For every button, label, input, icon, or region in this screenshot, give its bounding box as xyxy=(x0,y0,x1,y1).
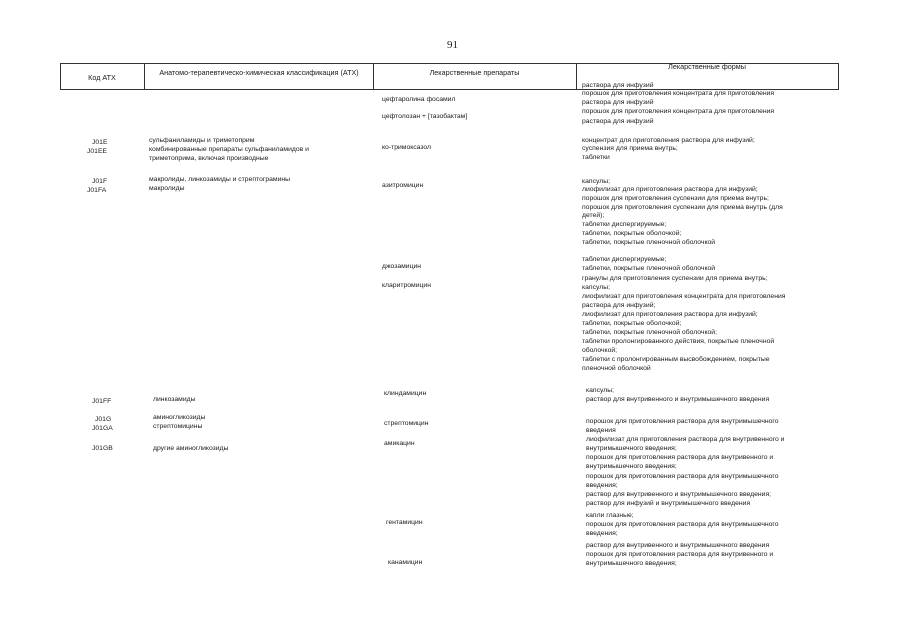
code-j01fa: J01FA xyxy=(87,187,107,194)
classification-j01g: аминогликозиды xyxy=(153,414,206,421)
form-line: таблетки xyxy=(582,154,610,161)
code-j01f: J01F xyxy=(92,178,108,185)
form-line: лиофилизат для приготовления раствора для инфузий; xyxy=(582,311,758,318)
drug-cotrimoxazole: ко-тримоксазол xyxy=(382,144,432,151)
form-line: раствора для инфузий xyxy=(582,82,654,89)
form-line: порошок для приготовления раствора для внутримышечного xyxy=(586,418,779,425)
code-j01gb: J01GB xyxy=(92,445,113,452)
classification-j01fa: макролиды xyxy=(149,185,185,192)
form-line: раствора для инфузий xyxy=(582,99,654,106)
form-line: порошок для приготовления суспензии для приема внутрь (для xyxy=(582,204,783,211)
form-line: капсулы; xyxy=(586,387,614,394)
drug-josamycin: джозамицин xyxy=(382,263,422,270)
drug-gentamicin: гентамицин xyxy=(386,519,423,526)
form-line: порошок для приготовления раствора для внутривенного и xyxy=(586,551,774,558)
page-number: 91 xyxy=(447,39,458,51)
form-line: таблетки, покрытые оболочкой; xyxy=(582,320,682,327)
classification-j01e: сульфаниламиды и триметоприм xyxy=(149,137,255,144)
code-j01ee: J01EE xyxy=(87,148,108,155)
classification-j01f: макролиды, линкозамиды и стрептограмины xyxy=(149,176,291,183)
form-line: введения xyxy=(586,427,616,434)
form-line: лиофилизат для приготовления концентрата для приготовления xyxy=(582,293,786,300)
form-line: внутримышечного введения; xyxy=(586,445,677,452)
drug-azithromycin: азитромицин xyxy=(382,182,424,189)
form-line: порошок для приготовления раствора для внутримышечного xyxy=(586,473,779,480)
drug-clarithromycin: кларитромицин xyxy=(382,282,431,289)
form-line: детей); xyxy=(582,212,605,219)
form-line: раствор для инфузий и внутримышечного введения xyxy=(586,500,751,507)
drug-clindamycin: клиндамицин xyxy=(384,390,427,397)
form-line: раствора для инфузий xyxy=(582,118,654,125)
form-line: оболочкой; xyxy=(582,347,618,354)
classification-j01ee-line-1: комбинированные препараты сульфаниламидов и xyxy=(149,146,309,153)
form-line: капсулы; xyxy=(582,178,610,185)
form-line: капсулы; xyxy=(582,284,610,291)
classification-j01gb: другие аминогликозиды xyxy=(153,445,229,452)
form-line: раствор для внутривенного и внутримышечного введения xyxy=(586,396,770,403)
drug-ceftaroline: цефтаролина фосамил xyxy=(382,96,456,103)
header-code: Код АТХ xyxy=(88,73,116,82)
form-line: пленочной оболочкой xyxy=(582,365,651,372)
drug-streptomycin: стрептомицин xyxy=(384,420,429,427)
form-line: порошок для приготовления суспензии для приема внутрь; xyxy=(582,195,769,202)
form-line: порошок для приготовления концентрата для приготовления xyxy=(582,90,775,97)
form-line: лиофилизат для приготовления раствора для инфузий; xyxy=(582,186,758,193)
form-line: капли глазные; xyxy=(586,512,634,519)
header-drugs: Лекарственные препараты xyxy=(429,68,520,77)
form-line: таблетки, покрытые пленочной оболочкой; xyxy=(582,329,717,336)
drug-ceftolozane: цефтолозан + [тазобактам] xyxy=(382,113,468,120)
code-j01e: J01E xyxy=(92,139,108,146)
form-line: суспензия для приема внутрь; xyxy=(582,145,678,152)
form-line: внутримышечного введения; xyxy=(586,463,677,470)
classification-j01ff: линкозамиды xyxy=(153,396,196,403)
header-classification: Анатомо-терапевтическо-химическая классификация (АТХ) xyxy=(159,68,359,77)
code-j01ga: J01GA xyxy=(92,425,113,432)
form-line: лиофилизат для приготовления раствора для внутривенного и xyxy=(586,436,785,443)
drug-amikacin: амикацин xyxy=(384,440,415,447)
classification-j01ga: стрептомицины xyxy=(153,423,203,430)
form-line: порошок для приготовления раствора для внутривенного и xyxy=(586,454,774,461)
drug-kanamycin: канамицин xyxy=(388,559,423,566)
form-line: таблетки диспергируемые; xyxy=(582,221,667,228)
form-line: таблетки пролонгированного действия, покрытые пленочной xyxy=(582,338,775,345)
form-line: порошок для приготовления концентрата для приготовления xyxy=(582,108,775,115)
classification-j01ee-line-2: триметоприма, включая производные xyxy=(149,155,269,162)
form-line: гранулы для приготовления суспензии для приема внутрь; xyxy=(582,275,768,282)
form-line: раствора для инфузий; xyxy=(582,302,656,309)
form-line: внутримышечного введения; xyxy=(586,560,677,567)
code-j01g: J01G xyxy=(95,416,112,423)
form-line: таблетки, покрытые пленочной оболочкой xyxy=(582,265,716,272)
form-line: введения; xyxy=(586,482,618,489)
form-line: раствор для внутривенного и внутримышечного введения; xyxy=(586,491,772,498)
form-line: порошок для приготовления раствора для внутримышечного xyxy=(586,521,779,528)
form-line: раствор для внутривенного и внутримышечного введения xyxy=(586,542,770,549)
header-forms: Лекарственные формы xyxy=(668,62,746,71)
form-line: таблетки диспергируемые; xyxy=(582,256,667,263)
form-line: концентрат для приготовления раствора для инфузий; xyxy=(582,137,755,144)
form-line: введения; xyxy=(586,530,618,537)
form-line: таблетки, покрытые оболочкой; xyxy=(582,230,682,237)
form-line: таблетки с пролонгированным высвобождением, покрытые xyxy=(582,356,770,363)
code-j01ff: J01FF xyxy=(92,398,112,405)
header-divider-5 xyxy=(838,63,839,90)
header-divider-2 xyxy=(144,63,145,90)
form-line: таблетки, покрытые пленочной оболочкой xyxy=(582,239,716,246)
